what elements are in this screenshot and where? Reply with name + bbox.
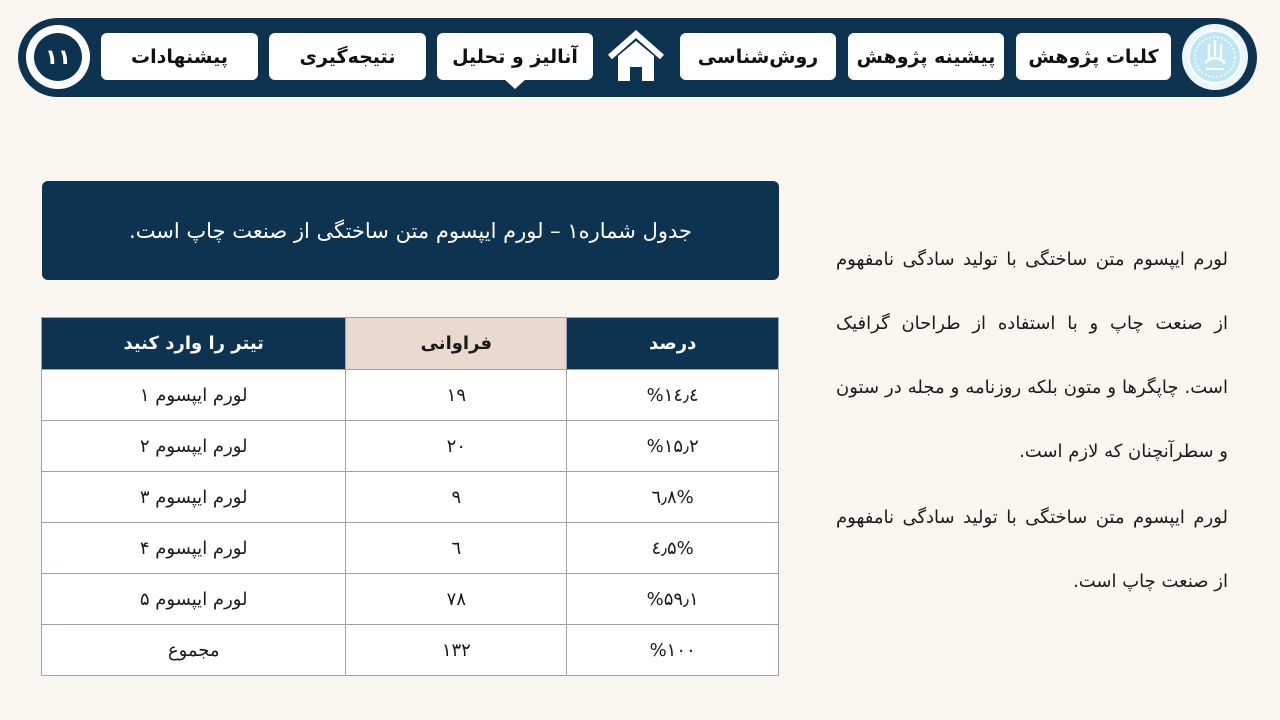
cell-title: لورم ایپسوم ۱ (42, 370, 346, 421)
cell-percent: %۱٤٫٤ (567, 370, 779, 421)
table-row (42, 574, 779, 625)
table-header-row (42, 318, 779, 370)
cell-frequency: ٦ (346, 523, 567, 574)
cell-percent: %۵۹٫۱ (567, 574, 779, 625)
side-paragraph-2: لورم ایپسوم متن ساختگی با تولید سادگی نامفهوم از صنعت چاپ است. (836, 507, 1228, 592)
header-title: تیتر را وارد کنید (42, 318, 346, 370)
tab-literature-review[interactable]: پیشینه پژوهش (848, 33, 1004, 80)
cell-percent: %۱۵٫۲ (567, 421, 779, 472)
home-icon (604, 27, 668, 87)
cell-title: لورم ایپسوم ۲ (42, 421, 346, 472)
data-table (41, 317, 779, 676)
table-row (42, 472, 779, 523)
cell-title: لورم ایپسوم ۵ (42, 574, 346, 625)
home-button[interactable] (604, 27, 668, 87)
table-row (42, 421, 779, 472)
side-text (836, 228, 1228, 614)
cell-title: لورم ایپسوم ۴ (42, 523, 346, 574)
cell-percent: %٦٫۸ (567, 472, 779, 523)
page-number: ۱۱ (34, 33, 82, 81)
page-number-badge (26, 25, 90, 89)
cell-frequency: ۱۹ (346, 370, 567, 421)
table-caption: جدول شماره۱ – لورم ایپسوم متن ساختگی از صنعت چاپ است. (42, 181, 779, 280)
cell-percent: %٤٫۵ (567, 523, 779, 574)
header-percent: درصد (567, 318, 779, 370)
header-frequency: فراوانی (346, 318, 567, 370)
table-row (42, 523, 779, 574)
cell-percent: %۱۰۰ (567, 625, 779, 676)
side-paragraph-1: لورم ایپسوم متن ساختگی با تولید سادگی نامفهوم از صنعت چاپ و با استفاده از طراحان گرافیک است. چاپگرها و متون بلکه روزنامه و مجله در ستون و سطرآنچنان که لازم است. (836, 249, 1228, 462)
tab-suggestions[interactable]: پیشنهادات (101, 33, 258, 80)
university-logo[interactable] (1182, 24, 1248, 90)
cell-frequency: ۹ (346, 472, 567, 523)
table-row (42, 370, 779, 421)
cell-title: لورم ایپسوم ۳ (42, 472, 346, 523)
cell-frequency: ۷۸ (346, 574, 567, 625)
cell-frequency: ۱۳۲ (346, 625, 567, 676)
tab-analysis[interactable]: آنالیز و تحلیل (437, 33, 593, 80)
tab-conclusion[interactable]: نتیجه‌گیری (269, 33, 426, 80)
tab-methodology[interactable]: روش‌شناسی (680, 33, 836, 80)
table-total-row (42, 625, 779, 676)
tab-research-overview[interactable]: کلیات پژوهش (1016, 33, 1171, 80)
cell-title: مجموع (42, 625, 346, 676)
cell-frequency: ۲۰ (346, 421, 567, 472)
